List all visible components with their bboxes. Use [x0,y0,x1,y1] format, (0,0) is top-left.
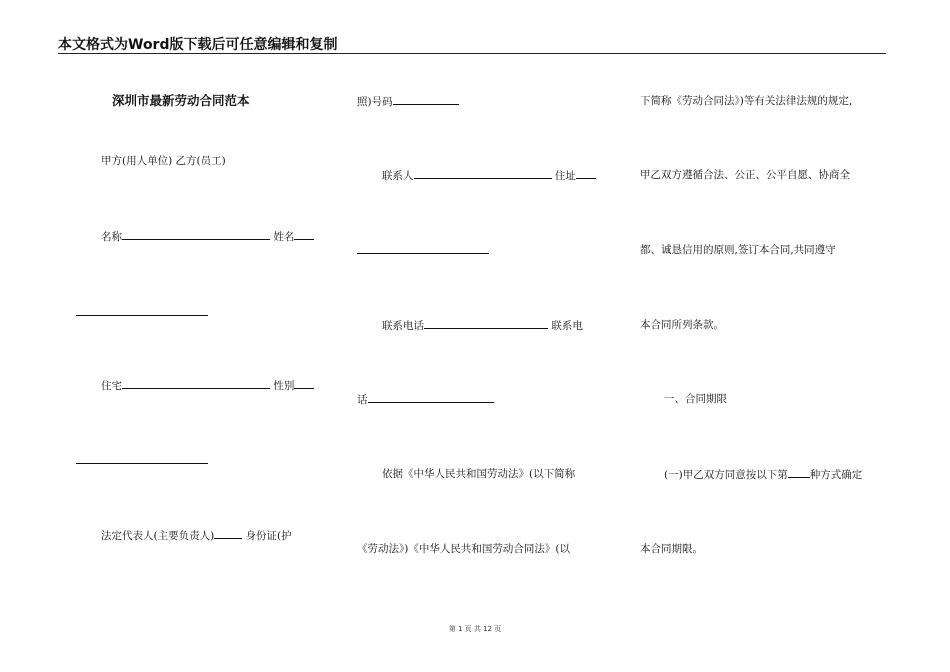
residence-label: 住宅 [101,380,122,392]
phone2-row [357,392,494,407]
gender-label: 性别 [273,380,295,392]
legal-rep-blank [214,528,242,539]
phone-label: 联系电话 [382,320,424,332]
page-number: 第 1 页 共 12 页 [448,625,502,633]
clause-1-line-2: 本合同期限。 [640,543,703,555]
phone2-blank [368,392,494,403]
contact-row [382,168,596,183]
contact-blank [414,168,552,179]
preamble-line-4: 本合同所列条款。 [640,319,724,331]
passport-row [357,94,459,109]
name2-blank [294,229,314,240]
passport-blank [393,94,459,105]
name-blank [122,229,270,240]
name-row [101,229,314,244]
preamble-line-1: 下简称《劳动合同法》)等有关法律法规的规定, [640,95,853,107]
clause-1-text-b: 种方式确定 [809,469,863,481]
section-heading-term: 一、合同期限 [664,393,727,405]
name-label: 名称 [101,231,122,243]
residence-blank [122,378,270,389]
contract-title: 深圳市最新劳动合同范本 [112,93,250,108]
residence-row [101,378,314,393]
clause-1-blank [788,467,810,478]
gender-blank [294,378,314,389]
legal-rep-label: 法定代表人(主要负责人) [101,530,215,542]
legal-rep-row [101,528,292,543]
phone-row [382,318,583,333]
contact-label: 联系人 [382,170,414,182]
name2-label: 姓名 [273,231,295,243]
header-divider [58,53,886,54]
address-label: 住址 [554,170,576,182]
parties-line: 甲方(用人单位) 乙方(员工) [101,155,226,167]
basis-line-2: 《劳动法》)《中华人民共和国劳动合同法》(以 [357,543,570,555]
clause-1-text-a: (一)甲乙双方同意按以下第 [664,469,788,481]
id-label: 身份证(护 [245,530,292,542]
phone-blank [424,318,548,329]
clause-1-row [664,467,862,482]
residence-continuation-blank [76,463,208,464]
preamble-line-2: 甲乙双方遵循合法、公正、公平自愿、协商全 [640,169,850,181]
phone2-cont: 话 [357,394,368,406]
name-continuation-blank [76,315,208,316]
preamble-line-3: 都、诚恳信用的原则,签订本合同,共同遵守 [640,244,836,256]
phone2-label: 联系电 [551,320,583,332]
address-blank [576,168,596,179]
basis-line-1: 依据《中华人民共和国劳动法》(以下简称 [382,468,576,480]
document-header: 本文格式为Word版下载后可任意编辑和复制 [58,37,338,53]
address-continuation-blank [357,253,489,254]
passport-label: 照)号码 [357,96,393,108]
